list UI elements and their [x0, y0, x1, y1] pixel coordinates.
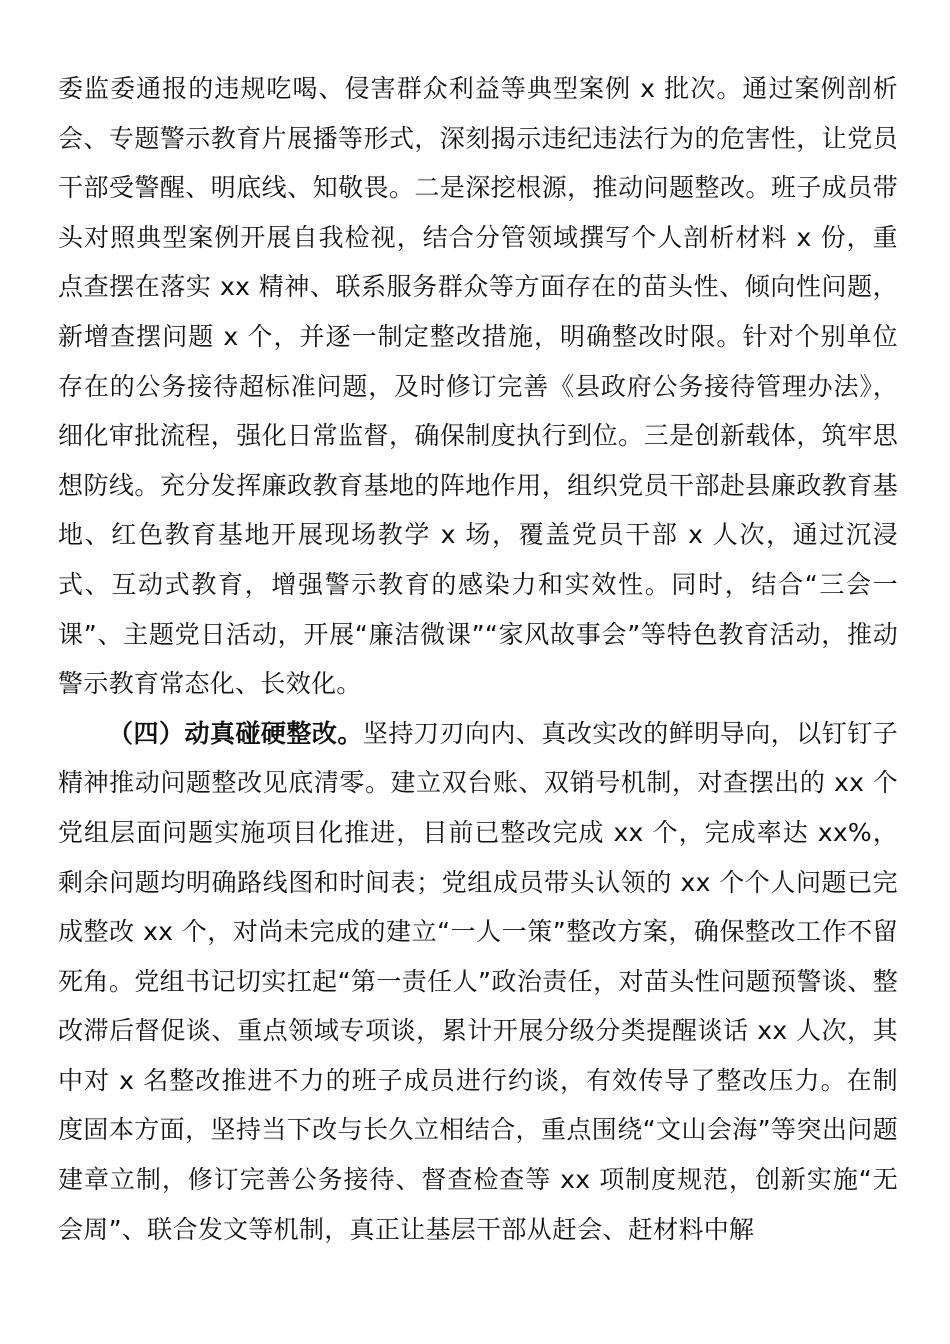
document-page — [58, 64, 898, 1254]
paragraph-warning-education: 委监委通报的违规吃喝、侵害群众利益等典型案例 x 批次。通过案例剖析会、专题警示教育片展播等形式，深刻揭示违纪违法行为的危害性，让党员干部受警醒、明底线、知敬畏。二是深挖根源，推动问题整改。班子成员带头对照典型案例开展自我检视，结合分管领域撰写个人剖析材料 x 份，重点查摆在落实 xx 精神、联系服务群众等方面存在的苗头性、倾向性问题，新增查摆问题 x 个，并逐一制定整改措施，明确整改时限。针对个别单位存在的公务接待超标准问题，及时修订完善《县政府公务接待管理办法》，细化审批流程，强化日常监督，确保制度执行到位。三是创新载体，筑牢思想防线。充分发挥廉政教育基地的阵地作用，组织党员干部赴县廉政教育基地、红色教育基地开展现场教学 x 场，覆盖党员干部 x 人次，通过沉浸式、互动式教育，增强警示教育的感染力和实效性。同时，结合“三会一课”、主题党日活动，开展“廉洁微课”“家风故事会”等特色教育活动，推动警示教育常态化、长效化。 — [58, 74, 898, 699]
section-4-body: 坚持刀刃向内、真改实改的鲜明导向，以钉钉子精神推动问题整改见底清零。建立双台账、双销号机制，对查摆出的 xx 个党组层面问题实施项目化推进，目前已整改完成 xx 个，完成率达 xx%，剩余问题均明确路线图和时间表；党组成员带头认领的 xx 个个人问题已完成整改 xx 个，对尚未完成的建立“一人一策”整改方案，确保整改工作不留死角。党组书记切实扛起“第一责任人”政治责任，对苗头性问题预警谈、整改滞后督促谈、重点领域专项谈，累计开展分级分类提醒谈话 xx 人次，其中对 x 名整改推进不力的班子成员进行约谈，有效传导了整改压力。在制度固本方面，坚持当下改与长久立相结合，重点围绕“文山会海”等突出问题建章立制，修订完善公务接待、督查检查等 xx 项制度规范，创新实施“无会周”、联合发文等机制，真正让基层干部从赶会、赶材料中解 — [58, 718, 898, 1244]
section-4-heading: （四）动真碰硬整改。 — [108, 718, 363, 748]
paragraph-section-4 — [58, 709, 898, 1255]
